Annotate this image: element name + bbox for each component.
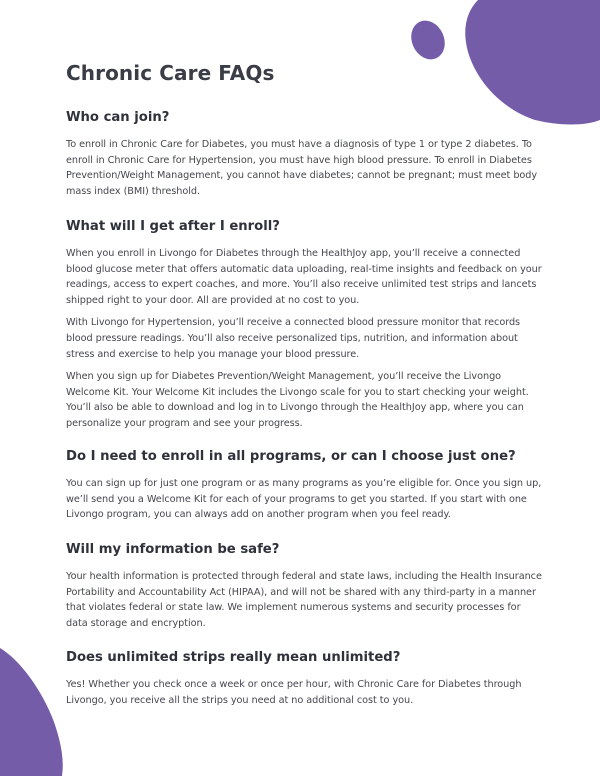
small-oval-blob [405, 15, 451, 65]
faq-section-enroll-all-programs [66, 449, 542, 530]
faq-answer: To enroll in Chronic Care for Diabetes, you must have a diagnosis of type 1 or type 2 diabetes. To enroll in Chronic Care for Hypertension, you must have high blood pressure. To enroll in Diabetes Prevention/Weight Management, you cannot have diabetes; cannot be pregnant; must meet body mass index (BMI) threshold. [66, 139, 538, 197]
faq-answer: When you enroll in Livongo for Diabetes through the HealthJoy app, you’ll receive a connected blood glucose meter that offers automatic data uploading, real-time insights and feedback on your readings, access to expert coaches, and more. You’ll also receive unlimited test strips and lancets shipped right to your door. All are provided at no cost to you. [66, 248, 542, 306]
faq-answer: Your health information is protected through federal and state laws, including the Health Insurance Portability and Accountability Act (HIPAA), and will not be shared with any third-party in a manner that violates federal or state law. We implement numerous systems and security processes for data storage and encryption. [66, 571, 542, 629]
faq-question: Do I need to enroll in all programs, or can I choose just one? [66, 449, 516, 464]
faq-section-unlimited-strips [66, 650, 542, 715]
faq-answer: With Livongo for Hypertension, you’ll receive a connected blood pressure monitor that records blood pressure readings. You’ll also receive personalized tips, nutrition, and information about stress and exercise to help you manage your blood pressure. [66, 317, 521, 360]
faq-section-what-will-i-get [66, 219, 542, 439]
faq-answer: When you sign up for Diabetes Prevention/Weight Management, you’ll receive the Livongo Welcome Kit. Your Welcome Kit includes the Livongo scale for you to start checking your weight. You’ll also be able to download and log in to Livongo through the HealthJoy app, where you can personalize your program and see your progress. [66, 371, 529, 429]
faq-answer: You can sign up for just one program or as many programs as you’re eligible for. Once you sign up, we’ll send you a Welcome Kit for each of your programs to get you started. If you start with one Livongo program, you can always add on another program when you feel ready. [66, 478, 542, 521]
faq-section-information-safe [66, 542, 542, 638]
faq-answer: Yes! Whether you check once a week or once per hour, with Chronic Care for Diabetes through Livongo, you receive all the strips you need at no additional cost to you. [66, 679, 522, 706]
page-title: Chronic Care FAQs [66, 61, 275, 85]
faq-question: Will my information be safe? [66, 542, 280, 557]
faq-question: What will I get after I enroll? [66, 219, 280, 234]
faq-section-who-can-join [66, 110, 542, 206]
faq-question: Does unlimited strips really mean unlimited? [66, 650, 401, 665]
top-right-blob [465, 0, 600, 125]
bottom-left-blob [0, 648, 63, 776]
faq-question: Who can join? [66, 110, 170, 125]
